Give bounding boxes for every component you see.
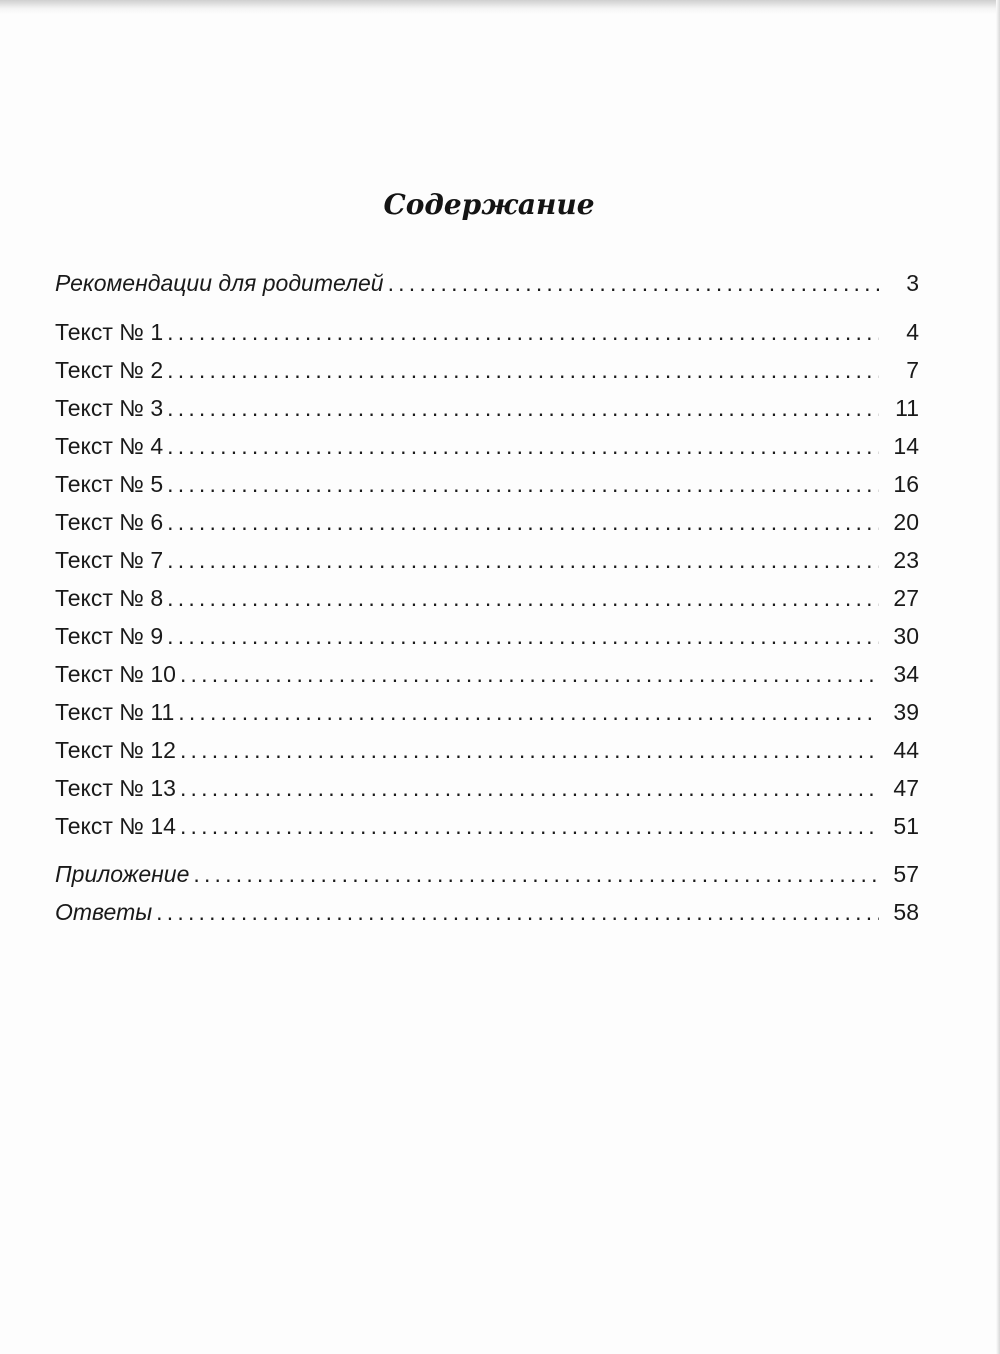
page-right-edge <box>996 0 1000 1354</box>
toc-page-number: 39 <box>893 699 919 725</box>
toc-leader-dots <box>178 693 879 731</box>
toc-entry-label: Текст № 1 <box>55 319 164 345</box>
toc-entry-recommendations[interactable] <box>55 264 919 302</box>
toc-entry-label: Текст № 2 <box>55 357 164 383</box>
toc-leader-dots <box>167 465 879 503</box>
toc-entry-label: Приложение <box>55 861 190 887</box>
toc-entry-text-3[interactable] <box>55 389 919 427</box>
toc-leader-dots <box>167 541 879 579</box>
toc-entry-text-8[interactable] <box>55 579 919 617</box>
toc-page-number: 7 <box>906 357 919 383</box>
toc-entry-appendix[interactable] <box>55 855 919 893</box>
toc-entry-label: Текст № 13 <box>55 775 176 801</box>
toc-entry-text-14[interactable] <box>55 807 919 845</box>
toc-leader-dots <box>180 731 879 769</box>
toc-entry-text-9[interactable] <box>55 617 919 655</box>
toc-page-number: 3 <box>906 270 919 296</box>
toc-entry-text-5[interactable] <box>55 465 919 503</box>
toc-leader-dots <box>180 769 879 807</box>
toc-leader-dots <box>167 617 879 655</box>
toc-page-number: 34 <box>893 661 919 687</box>
toc-entry-label: Текст № 7 <box>55 547 164 573</box>
toc-entry-label: Текст № 8 <box>55 585 164 611</box>
toc-entry-text-1[interactable] <box>55 313 919 351</box>
toc-leader-dots <box>180 655 879 693</box>
toc-entry-label: Текст № 10 <box>55 661 176 687</box>
toc-entry-text-13[interactable] <box>55 769 919 807</box>
toc-page-number: 20 <box>893 509 919 535</box>
toc-page-number: 44 <box>893 737 919 763</box>
toc-leader-dots <box>167 427 879 465</box>
toc-entry-label: Текст № 14 <box>55 813 176 839</box>
toc-entry-label: Текст № 3 <box>55 395 164 421</box>
toc-leader-dots <box>167 351 879 389</box>
toc-page-number: 23 <box>893 547 919 573</box>
toc-entry-label: Текст № 6 <box>55 509 164 535</box>
toc-leader-dots <box>180 807 879 845</box>
toc-page-number: 14 <box>893 433 919 459</box>
toc-entry-label: Текст № 12 <box>55 737 176 763</box>
toc-entry-text-7[interactable] <box>55 541 919 579</box>
toc-entry-text-6[interactable] <box>55 503 919 541</box>
toc-entry-text-2[interactable] <box>55 351 919 389</box>
toc-leader-dots <box>156 893 879 931</box>
toc-entry-text-4[interactable] <box>55 427 919 465</box>
toc-entry-label: Текст № 4 <box>55 433 164 459</box>
toc-entry-text-12[interactable] <box>55 731 919 769</box>
toc-entry-text-11[interactable] <box>55 693 919 731</box>
toc-page-number: 11 <box>895 395 919 421</box>
toc-page-number: 30 <box>893 623 919 649</box>
page-title: Содержание <box>383 188 595 221</box>
table-of-contents <box>55 264 919 931</box>
toc-leader-dots <box>167 313 879 351</box>
toc-page-number: 58 <box>893 899 919 925</box>
toc-page-number: 51 <box>893 813 919 839</box>
toc-entry-answers[interactable] <box>55 893 919 931</box>
toc-entry-label: Текст № 5 <box>55 471 164 497</box>
toc-page-number: 27 <box>893 585 919 611</box>
toc-page-number: 57 <box>893 861 919 887</box>
toc-leader-dots <box>167 389 879 427</box>
toc-page-number: 16 <box>893 471 919 497</box>
toc-leader-dots <box>167 503 879 541</box>
toc-leader-dots <box>193 855 879 893</box>
toc-entry-label: Текст № 11 <box>55 699 175 725</box>
toc-entry-label: Рекомендации для родителей <box>55 270 384 296</box>
toc-leader-dots <box>167 579 879 617</box>
toc-entry-text-10[interactable] <box>55 655 919 693</box>
page-top-edge <box>0 0 1000 14</box>
toc-entry-label: Текст № 9 <box>55 623 164 649</box>
toc-page-number: 4 <box>906 319 919 345</box>
toc-page-number: 47 <box>893 775 919 801</box>
toc-entry-label: Ответы <box>55 899 153 925</box>
toc-leader-dots <box>388 264 879 302</box>
